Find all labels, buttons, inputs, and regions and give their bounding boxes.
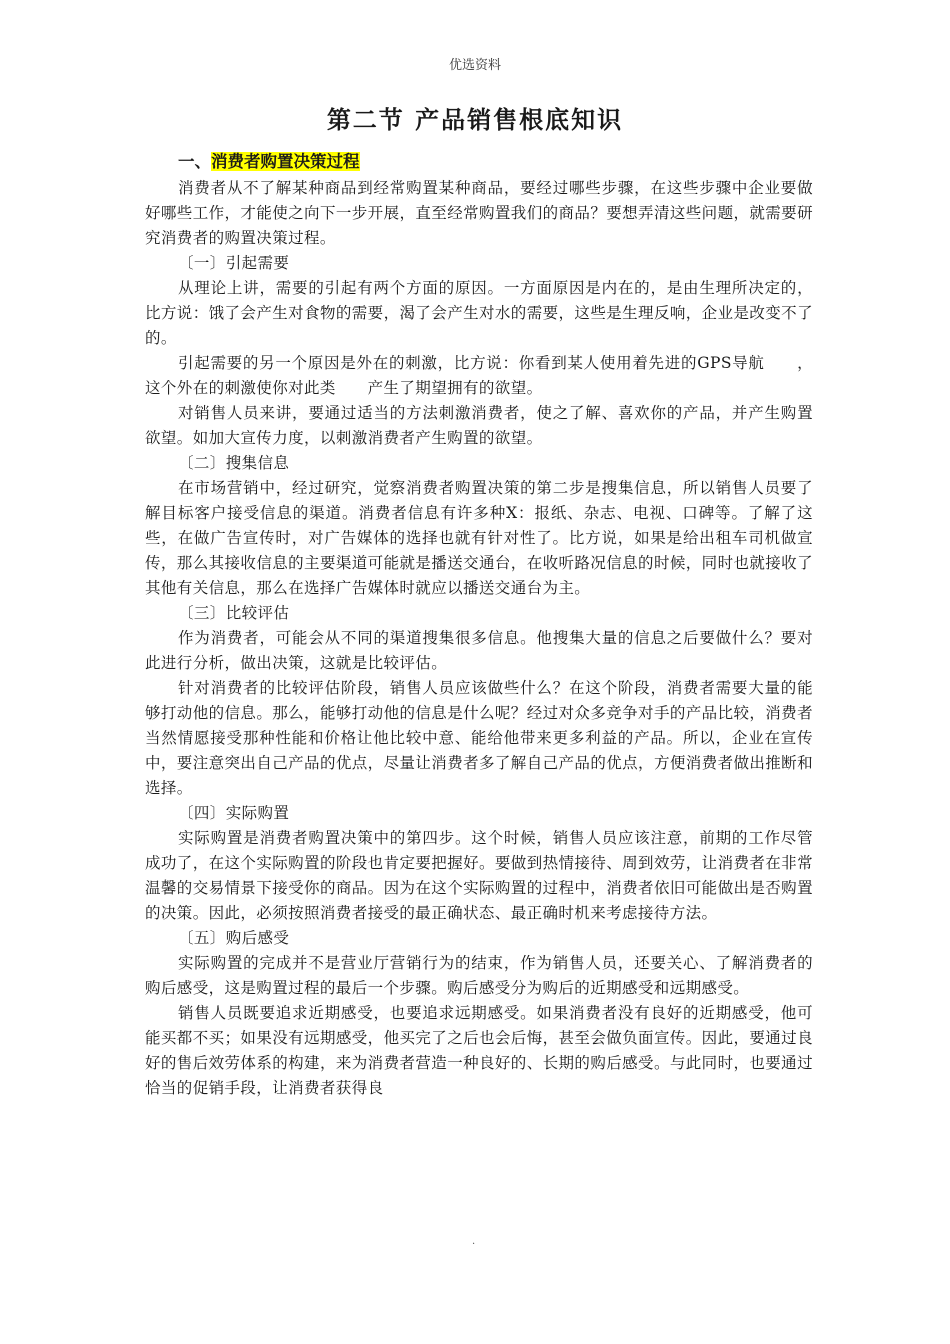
page-header-label: 优选资料 xyxy=(448,58,501,73)
paragraph: 实际购置的完成并不是营业厅营销行为的结束，作为销售人员，还要关心、了解消费者的购后感受，这是购置过程的最后一个步骤。购后感受分为购后的近期感受和远期感受。 xyxy=(145,954,813,997)
subsection-heading-5: 〔五〕购后感受 xyxy=(178,929,290,947)
subsection-heading-3: 〔三〕比较评估 xyxy=(178,604,290,622)
page-title: 第二节 产品销售根底知识 xyxy=(326,106,624,134)
section-intro-paragraph: 消费者从不了解某种商品到经常购置某种商品，要经过哪些步骤，在这些步骤中企业要做好哪些工作，才能使之向下一步开展，直至经常购置我们的商品？要想弄清这些问题，就需要研究消费者的购置决策过程。 xyxy=(145,179,813,247)
paragraph: 销售人员既要追求近期感受，也要追求远期感受。如果消费者没有良好的近期感受，他可能买都不买；如果没有远期感受，他买完了之后也会后悔，甚至会做负面宣传。因此，要通过良好的售后效劳体系的构建，来为消费者营造一种良好的、长期的购后感受。与此同时，也要通过恰当的促销手段，让消费者获得良 xyxy=(145,1004,813,1097)
paragraph: 作为消费者，可能会从不同的渠道搜集很多信息。他搜集大量的信息之后要做什么？要对此进行分析，做出决策，这就是比较评估。 xyxy=(145,629,813,672)
footer-mark: . xyxy=(472,1236,476,1247)
section-heading xyxy=(178,150,813,174)
paragraph: 对销售人员来讲，要通过适当的方法刺激消费者，使之了解、喜欢你的产品，并产生购置欲望。如加大宣传力度，以刺激消费者产生购置的欲望。 xyxy=(145,404,813,447)
paragraph: 在市场营销中，经过研究，觉察消费者购置决策的第二步是搜集信息，所以销售人员要了解目标客户接受信息的渠道。消费者信息有许多种X：报纸、杂志、电视、口碑等。了解了这些，在做广告宣传时，对广告媒体的选择也就有针对性了。比方说，如果是给出租车司机做宣传，那么其接收信息的主要渠道可能就是播送交通台，在收听路况信息的时候，同时也就接收了其他有关信息，那么在选择广告媒体时就应以播送交通台为主。 xyxy=(145,479,813,597)
section-heading-highlighted: 消费者购置决策过程 xyxy=(211,152,360,171)
paragraph: 实际购置是消费者购置决策中的第四步。这个时候，销售人员应该注意，前期的工作尽管成功了，在这个实际购置的阶段也肯定要把握好。要做到热情接待、周到效劳，让消费者在非常温馨的交易情景下接受你的商品。因为在这个实际购置的过程中，消费者依旧可能做出是否购置的决策。因此，必须按照消费者接受的最正确状态、最正确时机来考虑接待方法。 xyxy=(145,829,813,922)
paragraph: 针对消费者的比较评估阶段，销售人员应该做些什么？在这个阶段，消费者需要大量的能够打动他的信息。那么，能够打动他的信息是什么呢？经过对众多竞争对手的产品比较，消费者当然情愿接受那种性能和价格让他比较中意、能给他带来更多利益的产品。所以，企业在宣传中，要注意突出自己产品的优点，尽量让消费者多了解自己产品的优点，方便消费者做出推断和选择。 xyxy=(145,679,813,797)
section-number: 一、 xyxy=(178,152,211,171)
document-body xyxy=(145,150,813,1101)
paragraph: 从理论上讲，需要的引起有两个方面的原因。一方面原因是内在的，是由生理所决定的，比方说：饿了会产生对食物的需要，渴了会产生对水的需要，这些是生理反响，企业是改变不了的。 xyxy=(145,279,813,347)
subsection-heading-1: 〔一〕引起需要 xyxy=(178,254,290,272)
paragraph: 引起需要的另一个原因是外在的刺激，比方说：你看到某人使用着先进的GPS导航 ，这个外在的刺激使你对此类 产生了期望拥有的欲望。 xyxy=(145,354,813,397)
subsection-heading-2: 〔二〕搜集信息 xyxy=(178,454,290,472)
subsection-heading-4: 〔四〕实际购置 xyxy=(178,804,290,822)
